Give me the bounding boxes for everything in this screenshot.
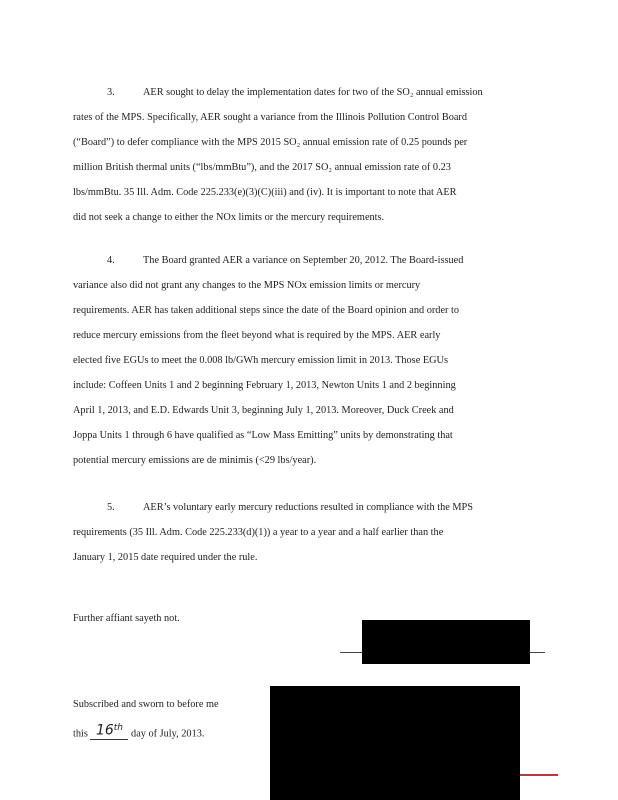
paragraph-3 — [73, 80, 543, 230]
paragraph-line: January 1, 2015 date required under the rule. — [73, 552, 258, 563]
closing-statement: Further affiant sayeth not. — [73, 613, 180, 624]
paragraph-number: 5. — [107, 502, 115, 513]
paragraph-line — [73, 248, 543, 273]
jurat-date-text: day of July, 2013. — [131, 728, 205, 740]
paragraph-text: AER’s voluntary early mercury reductions resulted in compliance with the MPS — [143, 502, 473, 513]
paragraph-line: elected five EGUs to meet the 0.008 lb/GWh mercury emission limit in 2013. Those EGUs — [73, 355, 449, 366]
paragraph-number: 4. — [107, 255, 115, 266]
paragraph-line: requirements. AER has taken additional steps since the date of the Board opinion and order to — [73, 305, 460, 316]
handwritten-day-suffix: th — [113, 723, 123, 733]
jurat-line-2 — [73, 723, 204, 742]
paragraph-line: potential mercury emissions are de minimis (<29 lbs/year). — [73, 455, 317, 466]
paragraph-line: include: Coffeen Units 1 and 2 beginning February 1, 2013, Newton Units 1 and 2 beginning — [73, 380, 456, 391]
handwritten-day: 16 — [95, 722, 114, 739]
paragraph-text: AER sought to delay the implementation dates for two of the SO₂ annual emission — [143, 87, 483, 98]
paragraph-line: requirements (35 Ill. Adm. Code 225.233(d)(1)) a year to a year and a half earlier than the — [73, 527, 444, 538]
paragraph-line: April 1, 2013, and E.D. Edwards Unit 3, beginning July 1, 2013. Moreover, Duck Creek and — [73, 405, 454, 416]
paragraph-line — [73, 495, 543, 520]
handwritten-day-field — [90, 721, 128, 740]
paragraph-line: did not seek a change to either the NOx limits or the mercury requirements. — [73, 212, 385, 223]
paragraph-number: 3. — [107, 87, 115, 98]
paragraph-5 — [73, 495, 543, 570]
paragraph-line: reduce mercury emissions from the fleet beyond what is required by the MPS. AER early — [73, 330, 441, 341]
paragraph-4 — [73, 248, 543, 473]
paragraph-text: The Board granted AER a variance on September 20, 2012. The Board-issued — [143, 255, 464, 266]
jurat-line-1: Subscribed and sworn to before me — [73, 699, 219, 710]
paragraph-line: Joppa Units 1 through 6 have qualified as “Low Mass Emitting” units by demonstrating that — [73, 430, 453, 441]
notary-redaction — [270, 686, 520, 800]
notary-stamp-mark — [520, 774, 558, 776]
paragraph-line: (“Board”) to defer compliance with the MPS 2015 SO₂ annual emission rate of 0.25 pounds per — [73, 137, 468, 148]
paragraph-line: lbs/mmBtu. 35 Ill. Adm. Code 225.233(e)(3)(C)(iii) and (iv). It is important to note that AER — [73, 187, 457, 198]
paragraph-line: rates of the MPS. Specifically, AER sought a variance from the Illinois Pollution Control Board — [73, 112, 467, 123]
signature-redaction — [362, 620, 530, 664]
paragraph-line — [73, 80, 543, 105]
paragraph-line: million British thermal units (“lbs/mmBtu”), and the 2017 SO₂ annual emission rate of 0.23 — [73, 162, 451, 173]
jurat-this: this — [73, 728, 88, 740]
paragraph-line: variance also did not grant any changes to the MPS NOx emission limits or mercury — [73, 280, 421, 291]
